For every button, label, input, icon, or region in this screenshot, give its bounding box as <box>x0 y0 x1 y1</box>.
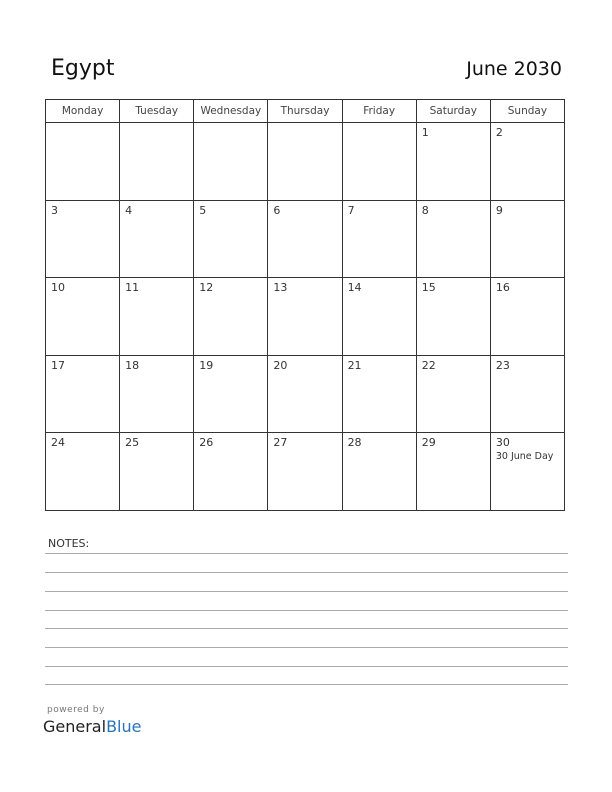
day-cell <box>194 123 268 201</box>
day-cell <box>46 433 120 511</box>
day-cell <box>46 200 120 278</box>
notes-label: NOTES: <box>48 537 90 550</box>
weekday-saturday: Saturday <box>416 100 490 123</box>
weekday-monday: Monday <box>46 100 120 123</box>
day-number: 22 <box>421 358 436 372</box>
day-cell <box>342 200 416 278</box>
day-number: 5 <box>199 203 207 217</box>
day-cell <box>416 200 490 278</box>
day-number: 25 <box>125 436 140 450</box>
day-number: 2 <box>495 126 503 139</box>
day-cell <box>342 433 416 511</box>
day-number: 17 <box>51 358 65 372</box>
day-number: 20 <box>273 358 288 372</box>
day-number <box>194 123 267 126</box>
day-number: 27 <box>273 436 288 450</box>
day-number: 30 <box>495 436 510 450</box>
weekday-friday: Friday <box>342 100 416 123</box>
note-line <box>45 591 568 592</box>
day-number: 7 <box>347 203 355 217</box>
day-cell <box>194 278 268 356</box>
day-cell <box>342 123 416 201</box>
day-cell <box>416 123 490 201</box>
day-number: 19 <box>199 358 214 372</box>
day-number: 14 <box>347 281 362 295</box>
day-number: 24 <box>51 436 65 450</box>
week-row <box>46 123 565 201</box>
day-number: 8 <box>421 203 429 217</box>
day-cell <box>194 433 268 511</box>
day-cell <box>268 433 342 511</box>
day-cell <box>416 433 490 511</box>
day-cell <box>268 123 342 201</box>
day-number: 16 <box>495 281 510 295</box>
day-number: 12 <box>199 281 214 295</box>
day-number: 18 <box>125 358 140 372</box>
day-cell <box>120 200 194 278</box>
day-number: 15 <box>421 281 436 295</box>
day-number: 1 <box>421 126 429 139</box>
day-number <box>120 123 193 126</box>
day-cell <box>268 355 342 433</box>
weekday-header-row <box>46 100 565 123</box>
day-cell <box>416 355 490 433</box>
day-cell <box>120 355 194 433</box>
holiday-label: 30 June Day <box>495 451 554 463</box>
day-number: 3 <box>51 203 58 217</box>
week-row <box>46 355 565 433</box>
note-line <box>45 684 568 685</box>
weekday-sunday: Sunday <box>490 100 564 123</box>
country-title: Egypt <box>51 56 115 81</box>
day-cell <box>46 355 120 433</box>
day-cell <box>120 433 194 511</box>
day-number: 4 <box>125 203 133 217</box>
day-cell <box>46 123 120 201</box>
day-cell <box>342 355 416 433</box>
month-title: June 2030 <box>466 58 562 80</box>
note-line <box>45 610 568 611</box>
day-cell <box>46 278 120 356</box>
note-line <box>45 572 568 573</box>
day-cell <box>194 200 268 278</box>
note-line <box>45 666 568 667</box>
day-cell <box>490 200 564 278</box>
weekday-wednesday: Wednesday <box>194 100 268 123</box>
day-cell <box>194 355 268 433</box>
calendar-grid <box>45 99 565 511</box>
note-line <box>45 647 568 648</box>
weekday-tuesday: Tuesday <box>120 100 194 123</box>
day-number: 13 <box>273 281 288 295</box>
day-number <box>46 123 119 126</box>
week-row <box>46 278 565 356</box>
generalblue-logo <box>43 716 141 738</box>
week-row <box>46 200 565 278</box>
brand-blue-text: Blue <box>106 717 142 736</box>
day-number: 21 <box>347 358 362 372</box>
day-cell <box>120 278 194 356</box>
day-number: 10 <box>51 281 65 295</box>
day-number: 29 <box>421 436 436 450</box>
note-line <box>45 628 568 629</box>
day-number: 11 <box>125 281 140 295</box>
day-number: 9 <box>495 203 503 217</box>
day-number <box>343 123 416 126</box>
day-cell <box>490 123 564 201</box>
day-cell <box>268 278 342 356</box>
week-row <box>46 433 565 511</box>
day-cell <box>490 278 564 356</box>
powered-by-text: powered by <box>47 705 105 715</box>
day-cell <box>490 433 564 511</box>
day-number: 28 <box>347 436 362 450</box>
day-number: 23 <box>495 358 510 372</box>
weekday-thursday: Thursday <box>268 100 342 123</box>
day-cell <box>268 200 342 278</box>
brand-general-text: General <box>43 717 107 736</box>
day-cell <box>416 278 490 356</box>
day-cell <box>342 278 416 356</box>
day-number: 6 <box>273 203 281 217</box>
day-cell <box>490 355 564 433</box>
day-number: 26 <box>199 436 214 450</box>
calendar-body <box>46 123 565 511</box>
day-number <box>268 123 341 126</box>
day-cell <box>120 123 194 201</box>
note-line <box>45 553 568 554</box>
